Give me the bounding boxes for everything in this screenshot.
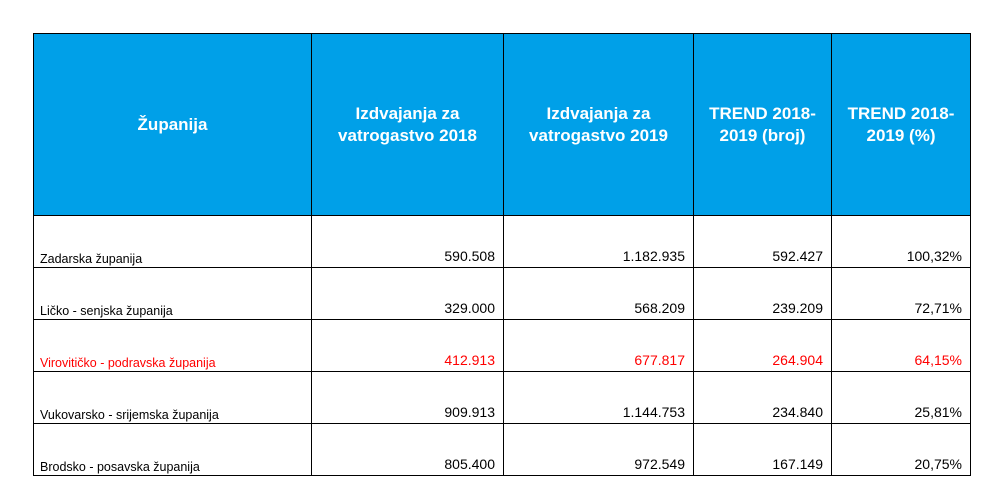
cell-izdvajanja-2018: 412.913 (312, 320, 504, 372)
cell-izdvajanja-2019: 972.549 (504, 424, 694, 476)
cell-izdvajanja-2019: 1.182.935 (504, 216, 694, 268)
header-cell-izdvajanja-2019 (504, 34, 694, 216)
cell-trend-posto: 20,75% (832, 424, 971, 476)
cell-izdvajanja-2018: 329.000 (312, 268, 504, 320)
header-cell-trend-broj (694, 34, 832, 216)
cell-trend-posto: 64,15% (832, 320, 971, 372)
cell-izdvajanja-2019: 677.817 (504, 320, 694, 372)
cell-trend-posto: 72,71% (832, 268, 971, 320)
cell-izdvajanja-2018: 909.913 (312, 372, 504, 424)
header-label: TREND 2018-2019 (%) (847, 103, 955, 145)
header-label: Županija (137, 114, 208, 134)
header-label: Izdvajanja za vatrogastvo 2019 (529, 103, 668, 145)
cell-zupanija: Virovitičko - podravska županija (34, 320, 312, 372)
header-row (34, 34, 971, 216)
cell-trend-broj: 234.840 (694, 372, 832, 424)
cell-trend-posto: 100,32% (832, 216, 971, 268)
header-cell-izdvajanja-2018 (312, 34, 504, 216)
header-label: TREND 2018-2019 (broj) (709, 103, 816, 145)
cell-trend-broj: 239.209 (694, 268, 832, 320)
zupanija-table (33, 33, 971, 476)
table-row (34, 320, 971, 372)
table-row (34, 372, 971, 424)
cell-izdvajanja-2018: 590.508 (312, 216, 504, 268)
cell-zupanija: Zadarska županija (34, 216, 312, 268)
table-row (34, 216, 971, 268)
table-header (34, 34, 971, 216)
cell-trend-posto: 25,81% (832, 372, 971, 424)
table-body (34, 216, 971, 476)
cell-izdvajanja-2019: 568.209 (504, 268, 694, 320)
cell-zupanija: Brodsko - posavska županija (34, 424, 312, 476)
cell-trend-broj: 592.427 (694, 216, 832, 268)
cell-trend-broj: 264.904 (694, 320, 832, 372)
cell-zupanija: Vukovarsko - srijemska županija (34, 372, 312, 424)
cell-izdvajanja-2019: 1.144.753 (504, 372, 694, 424)
header-cell-zupanija (34, 34, 312, 216)
header-label: Izdvajanja za vatrogastvo 2018 (338, 103, 477, 145)
header-cell-trend-posto (832, 34, 971, 216)
cell-trend-broj: 167.149 (694, 424, 832, 476)
table-row (34, 424, 971, 476)
table-row (34, 268, 971, 320)
cell-izdvajanja-2018: 805.400 (312, 424, 504, 476)
cell-zupanija: Ličko - senjska županija (34, 268, 312, 320)
